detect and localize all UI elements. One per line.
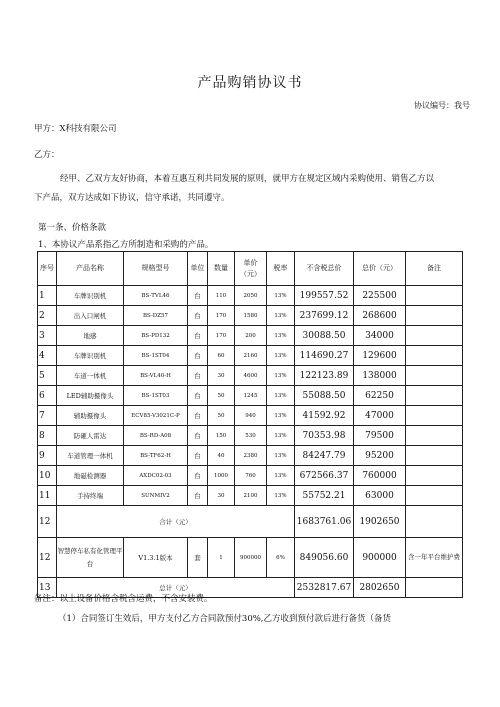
table-row	[38, 306, 463, 326]
cell-no: 7	[38, 406, 57, 426]
header-name: 产品名称	[57, 252, 124, 286]
cell-pretax: 30088.50	[295, 326, 354, 346]
cell-qty: 30	[208, 366, 235, 386]
grand-total-label: 总计（元）	[57, 578, 295, 598]
cell-model: BS-VL40-H	[124, 366, 188, 386]
cell-no: 1	[38, 286, 57, 306]
cell-total: 34000	[354, 326, 406, 346]
header-model: 规格型号	[124, 252, 188, 286]
cell-pretax: 114690.27	[295, 346, 354, 366]
cell-price: 530	[235, 426, 267, 446]
cell-unit: 台	[188, 306, 208, 326]
cell-remark	[406, 446, 463, 466]
cell-unit: 台	[188, 446, 208, 466]
cell-no: 9	[38, 446, 57, 466]
cell-total: 79500	[354, 426, 406, 446]
cell-total: 95200	[354, 446, 406, 466]
table-row	[38, 386, 463, 406]
table-row	[38, 466, 463, 486]
cell-unit: 台	[188, 426, 208, 446]
grand-total-total: 2802650	[354, 578, 406, 598]
software-model: V1.3.1版本	[124, 538, 188, 578]
cell-name: 手持终端	[57, 486, 124, 506]
software-price: 900000	[235, 538, 267, 578]
cell-name: 辅助摄像头	[57, 406, 124, 426]
intro-line-2: 下产品，双方达成如下协议，信守承诺，共同遵守。	[34, 193, 230, 203]
software-total: 900000	[354, 538, 406, 578]
cell-remark	[406, 326, 463, 346]
cell-unit: 台	[188, 466, 208, 486]
cell-unit: 台	[188, 346, 208, 366]
agreement-number: 协议编号：我号	[414, 101, 470, 110]
cell-qty: 30	[208, 486, 235, 506]
table-row	[38, 366, 463, 386]
subtotal-no: 12	[38, 506, 57, 538]
section-1-title: 第一条、价格条款	[38, 223, 107, 233]
cell-no: 2	[38, 306, 57, 326]
cell-model: ECV85-V3021C-P	[124, 406, 188, 426]
cell-unit: 台	[188, 286, 208, 306]
cell-price: 4600	[235, 366, 267, 386]
cell-total: 268600	[354, 306, 406, 326]
grand-total-pretax: 2532817.67	[295, 578, 354, 598]
cell-total: 129600	[354, 346, 406, 366]
cell-model: SUNMIV2	[124, 486, 188, 506]
cell-model: BS-PD132	[124, 326, 188, 346]
cell-remark	[406, 306, 463, 326]
cell-name: 地感	[57, 326, 124, 346]
cell-unit: 台	[188, 386, 208, 406]
cell-pretax: 55752.21	[295, 486, 354, 506]
subtotal-pretax: 1683761.06	[295, 506, 354, 538]
cell-tax: 13%	[267, 486, 295, 506]
cell-model: BS-1ST04	[124, 346, 188, 366]
table-row	[38, 426, 463, 446]
cell-qty: 50	[208, 386, 235, 406]
software-qty: 1	[208, 538, 235, 578]
cell-pretax: 55088.50	[295, 386, 354, 406]
cell-no: 5	[38, 366, 57, 386]
cell-qty: 170	[208, 306, 235, 326]
cell-name: 地磁检测器	[57, 466, 124, 486]
grand-total-no: 13	[38, 578, 57, 598]
cell-tax: 13%	[267, 466, 295, 486]
cell-total: 225500	[354, 286, 406, 306]
table-row	[38, 486, 463, 506]
header-pretax: 不含税总价	[295, 252, 354, 286]
cell-remark	[406, 486, 463, 506]
cell-qty: 170	[208, 326, 235, 346]
payment-clause-1: （1）合同签订生效后，甲方支付乙方合同款预付30%,乙方收到预付款后进行备货（备货	[58, 614, 392, 624]
cell-price: 200	[235, 326, 267, 346]
document-title: 产品购销协议书	[197, 75, 303, 91]
cell-price: 2100	[235, 486, 267, 506]
cell-tax: 13%	[267, 366, 295, 386]
section-1-item: 1、本协议产品系指乙方所制造和采购的产品。	[38, 240, 214, 250]
cell-pretax: 84247.79	[295, 446, 354, 466]
cell-tax: 13%	[267, 406, 295, 426]
software-pretax: 849056.60	[295, 538, 354, 578]
table-row	[38, 406, 463, 426]
cell-tax: 13%	[267, 286, 295, 306]
cell-tax: 13%	[267, 386, 295, 406]
cell-name: 车道一体机	[57, 366, 124, 386]
cell-name: LED辅助摄像头	[57, 386, 124, 406]
header-price: 单价（元）	[235, 252, 267, 286]
cell-tax: 13%	[267, 306, 295, 326]
party-a: 甲方：X科技有限公司	[34, 124, 117, 134]
header-qty: 数量	[208, 252, 235, 286]
cell-no: 6	[38, 386, 57, 406]
cell-qty: 60	[208, 346, 235, 366]
cell-model: AXDC02-03	[124, 466, 188, 486]
cell-remark	[406, 346, 463, 366]
table-row	[38, 446, 463, 466]
cell-unit: 台	[188, 326, 208, 346]
cell-qty: 40	[208, 446, 235, 466]
subtotal-remark	[406, 506, 463, 538]
cell-pretax: 70353.98	[295, 426, 354, 446]
header-no: 序号	[38, 252, 57, 286]
cell-total: 47000	[354, 406, 406, 426]
cell-price: 1245	[235, 386, 267, 406]
cell-pretax: 237699.12	[295, 306, 354, 326]
cell-qty: 110	[208, 286, 235, 306]
cell-model: BS-DZ57	[124, 306, 188, 326]
software-name: 智慧停车私有化管理平台	[57, 538, 124, 578]
cell-model: BS-1ST03	[124, 386, 188, 406]
header-remark: 备注	[406, 252, 463, 286]
cell-qty: 150	[208, 426, 235, 446]
cell-name: 出入口闸机	[57, 306, 124, 326]
cell-name: 车牌识别机	[57, 346, 124, 366]
cell-no: 10	[38, 466, 57, 486]
subtotal-total: 1902650	[354, 506, 406, 538]
cell-price: 2160	[235, 346, 267, 366]
cell-price: 2380	[235, 446, 267, 466]
table-row	[38, 346, 463, 366]
cell-tax: 13%	[267, 446, 295, 466]
cell-tax: 13%	[267, 426, 295, 446]
header-unit: 单位	[188, 252, 208, 286]
cell-price: 760	[235, 466, 267, 486]
cell-pretax: 199557.52	[295, 286, 354, 306]
intro-paragraph	[34, 170, 464, 208]
software-tax: 6%	[267, 538, 295, 578]
cell-price: 940	[235, 406, 267, 426]
cell-pretax: 41592.92	[295, 406, 354, 426]
software-no: 12	[38, 538, 57, 578]
cell-qty: 50	[208, 406, 235, 426]
cell-name: 防砸人雷达	[57, 426, 124, 446]
cell-qty: 1000	[208, 466, 235, 486]
cell-remark	[406, 286, 463, 306]
software-remark: 含一年平台维护费	[406, 538, 463, 578]
software-row	[38, 538, 463, 578]
cell-remark	[406, 366, 463, 386]
cell-total: 62250	[354, 386, 406, 406]
grand-total-remark	[406, 578, 463, 598]
cell-no: 8	[38, 426, 57, 446]
cell-unit: 台	[188, 366, 208, 386]
intro-line-1: 经甲、乙双方友好协商，本着互惠互利共同发展的原则，就甲方在规定区域内采购使用、销售乙方以	[60, 174, 435, 184]
cell-pretax: 672566.37	[295, 466, 354, 486]
cell-no: 11	[38, 486, 57, 506]
cell-remark	[406, 466, 463, 486]
header-tax: 税率	[267, 252, 295, 286]
table-row	[38, 326, 463, 346]
cell-unit: 台	[188, 406, 208, 426]
header-total: 总价（元）	[354, 252, 406, 286]
cell-no: 4	[38, 346, 57, 366]
cell-price: 1580	[235, 306, 267, 326]
cell-no: 3	[38, 326, 57, 346]
cell-total: 760000	[354, 466, 406, 486]
cell-remark	[406, 386, 463, 406]
cell-remark	[406, 406, 463, 426]
cell-name: 车牌识别机	[57, 286, 124, 306]
cell-total: 63000	[354, 486, 406, 506]
table-note: 备注：以上设备价格含税含运费，不含安装费。	[34, 594, 213, 604]
cell-tax: 13%	[267, 346, 295, 366]
subtotal-label: 合计（元）	[57, 506, 295, 538]
party-b: 乙方：	[34, 150, 60, 160]
subtotal-row	[38, 506, 463, 538]
table-row	[38, 286, 463, 306]
cell-price: 2050	[235, 286, 267, 306]
price-table	[37, 251, 463, 598]
cell-model: BS-TVL46	[124, 286, 188, 306]
cell-tax: 13%	[267, 326, 295, 346]
cell-pretax: 122123.89	[295, 366, 354, 386]
cell-total: 138000	[354, 366, 406, 386]
table-header-row	[38, 252, 463, 286]
cell-model: BS-TF62-H	[124, 446, 188, 466]
cell-remark	[406, 426, 463, 446]
cell-model: BS-RD-A08	[124, 426, 188, 446]
cell-name: 车道管理一体机	[57, 446, 124, 466]
cell-unit: 台	[188, 486, 208, 506]
software-unit: 套	[188, 538, 208, 578]
